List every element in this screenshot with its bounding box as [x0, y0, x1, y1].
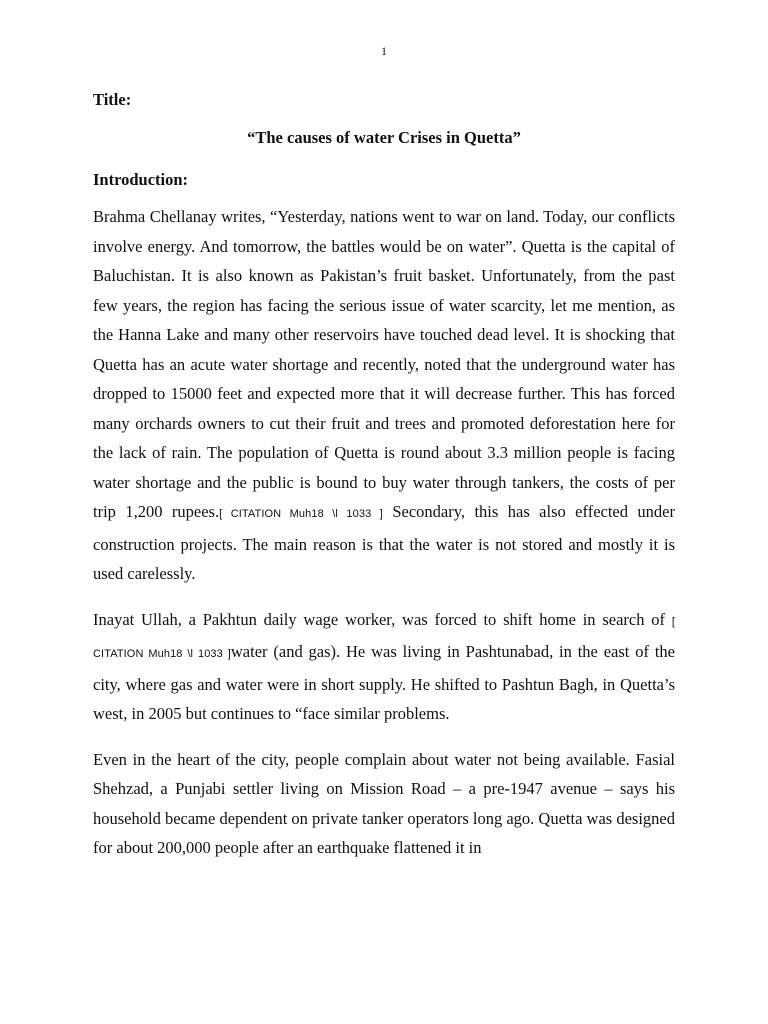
introduction-heading: Introduction: [93, 170, 189, 189]
paragraph-2-text-b: water (and gas). He was living in Pashtunabad, in the east of the city, where gas and water were in short supply. He shifted to Pashtun Bagh, in Quetta’s west, in 2005 but continues to “face similar problems. [93, 642, 675, 723]
title-label: Title: [93, 90, 132, 109]
document-body [93, 86, 675, 879]
paragraph-1-text-a: Brahma Chellanay writes, “Yesterday, nations went to war on land. Today, our conflicts involve energy. And tomorrow, the battles would be on water”. Quetta is the capital of Baluchistan. It is also known as Pakistan’s fruit basket. Unfortunately, from the past few years, the region has facing the serious issue of water scarcity, let me mention, as the Hanna Lake and many other reservoirs have touched dead level. It is shocking that Quetta has an acute water shortage and recently, noted that the underground water has dropped to 15000 feet and expected more that it will decrease further. This has forced many orchards owners to cut their fruit and trees and promoted deforestation here for the lack of rain. The population of Quetta is round about 3.3 million people is facing water shortage and the public is bound to buy water through tankers, the costs of per trip 1,200 rupees. [93, 207, 675, 521]
citation-field: [ CITATION Muh18 \l 1033 ] [93, 615, 675, 660]
paragraph-3: Even in the heart of the city, people complain about water not being available. Fasial Shehzad, a Punjabi settler living on Mission Road – a pre-1947 avenue – says his household became dependent on private tanker operators long ago. Quetta was designed for about 200,000 people after an earthquake flattened it in [93, 749, 675, 857]
paragraph-1 [93, 202, 675, 589]
citation-field: [ CITATION Muh18 \l 1033 ] [219, 508, 383, 520]
document-title: “The causes of water Crises in Quetta” [247, 128, 521, 147]
paragraph-2-text-a: Inayat Ullah, a Pakhtun daily wage worker, was forced to shift home in search of [93, 609, 672, 629]
paragraph-2 [93, 605, 675, 729]
paragraph-1-text-b: Secondary, this has also effected under construction projects. The main reason is that the water is not stored and mostly it is used carelessly. [93, 502, 675, 583]
page-number: 1 [381, 44, 387, 58]
